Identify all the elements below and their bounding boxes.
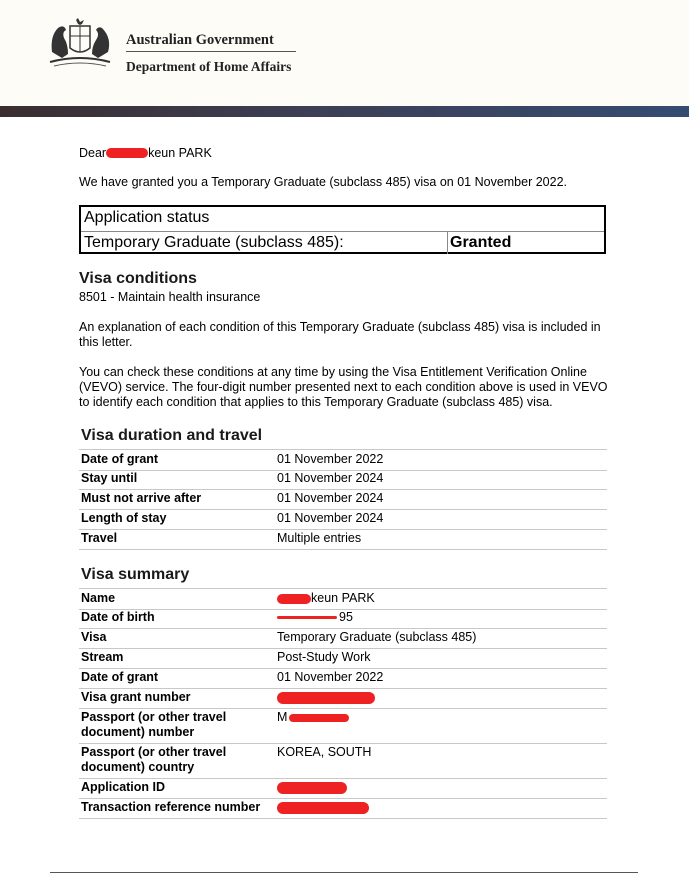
- row-label: Stay until: [81, 471, 138, 485]
- row-value: Post-Study Work: [277, 650, 371, 664]
- row-label: Must not arrive after: [81, 491, 202, 505]
- row-label: Visa: [81, 630, 107, 644]
- row-label: Date of birth: [81, 610, 155, 624]
- status-visa-label: Temporary Graduate (subclass 485):: [84, 234, 344, 251]
- row-value: 01 November 2024: [277, 491, 384, 505]
- vevo-paragraph: You can check these conditions at any time by using the Visa Entitlement Verification Online (VEVO) service. The four-digit number presented next to each condition above is used in VEVO to identify each condition that applies to this Temporary Graduate (subclass 485) visa.: [79, 365, 608, 409]
- footer-divider: [50, 872, 638, 873]
- row-value: 01 November 2024: [277, 511, 384, 525]
- redaction-mark: [277, 616, 337, 619]
- table-row: [79, 648, 607, 669]
- salutation-name: keun PARK: [148, 146, 212, 160]
- row-value: Multiple entries: [277, 531, 362, 545]
- table-row: [79, 489, 607, 510]
- row-value: [277, 710, 597, 725]
- status-value: Granted: [450, 234, 512, 251]
- row-label: Travel: [81, 531, 118, 545]
- header-band: [0, 106, 689, 117]
- row-label: Length of stay: [81, 511, 167, 525]
- table-row: [79, 743, 607, 779]
- coat-of-arms-icon: [40, 14, 120, 74]
- row-label: Passport (or other travel document) number: [81, 710, 227, 739]
- row-value: Temporary Graduate (subclass 485): [277, 630, 477, 644]
- visa-summary-heading: Visa summary: [81, 566, 190, 583]
- redaction-mark: [289, 714, 349, 722]
- table-row: [79, 778, 607, 799]
- table-row: [79, 628, 607, 649]
- row-label: Name: [81, 591, 116, 605]
- row-label: Stream: [81, 650, 124, 664]
- redaction-mark: [277, 802, 369, 814]
- salutation-prefix: Dear: [79, 146, 107, 160]
- table-row: [79, 668, 607, 689]
- application-status-title: Application status: [84, 209, 210, 226]
- visa-duration-heading: Visa duration and travel: [81, 427, 263, 444]
- row-value: 01 November 2022: [277, 452, 384, 466]
- row-value: [277, 800, 597, 815]
- summary-name-value: keun PARK: [311, 591, 375, 605]
- row-label: Passport (or other travel document) country: [81, 745, 227, 774]
- summary-dob-value: 95: [339, 610, 353, 624]
- letterhead: [0, 0, 689, 106]
- redaction-mark: [277, 782, 347, 794]
- table-row: [79, 588, 607, 610]
- table-row: [79, 798, 607, 819]
- row-value: [277, 610, 597, 625]
- redaction-mark: [277, 692, 375, 704]
- status-divider: [81, 231, 604, 232]
- grant-sentence: We have granted you a Temporary Graduate (subclass 485) visa on 01 November 2022.: [79, 175, 568, 189]
- table-row: [79, 529, 607, 550]
- table-row: [79, 449, 607, 471]
- row-value: [277, 690, 597, 705]
- row-label: Date of grant: [81, 670, 159, 684]
- passport-number-value: M: [277, 710, 288, 724]
- table-row: [79, 688, 607, 709]
- department-name: Department of Home Affairs: [126, 59, 292, 74]
- row-label: Visa grant number: [81, 690, 191, 704]
- redaction-mark: [277, 594, 311, 604]
- row-label: Transaction reference number: [81, 800, 261, 814]
- salutation: [79, 146, 212, 161]
- table-row: [79, 608, 607, 629]
- visa-conditions-heading: Visa conditions: [79, 270, 197, 287]
- row-value: 01 November 2022: [277, 670, 384, 684]
- conditions-explanation: An explanation of each condition of this Temporary Graduate (subclass 485) visa is included in this letter.: [79, 320, 601, 349]
- row-label: Date of grant: [81, 452, 159, 466]
- table-row: [79, 708, 607, 744]
- row-value: [277, 780, 597, 795]
- status-column-divider: [447, 231, 448, 254]
- government-name: Australian Government: [126, 32, 274, 48]
- row-label: Application ID: [81, 780, 166, 794]
- application-status-box: [79, 205, 606, 254]
- table-row: [79, 469, 607, 490]
- row-value: KOREA, SOUTH: [277, 745, 372, 759]
- redaction-mark: [106, 148, 148, 158]
- row-value: [277, 591, 597, 606]
- table-row: [79, 509, 607, 530]
- row-value: 01 November 2024: [277, 471, 384, 485]
- condition-item: 8501 - Maintain health insurance: [79, 290, 261, 304]
- header-divider: [126, 51, 296, 52]
